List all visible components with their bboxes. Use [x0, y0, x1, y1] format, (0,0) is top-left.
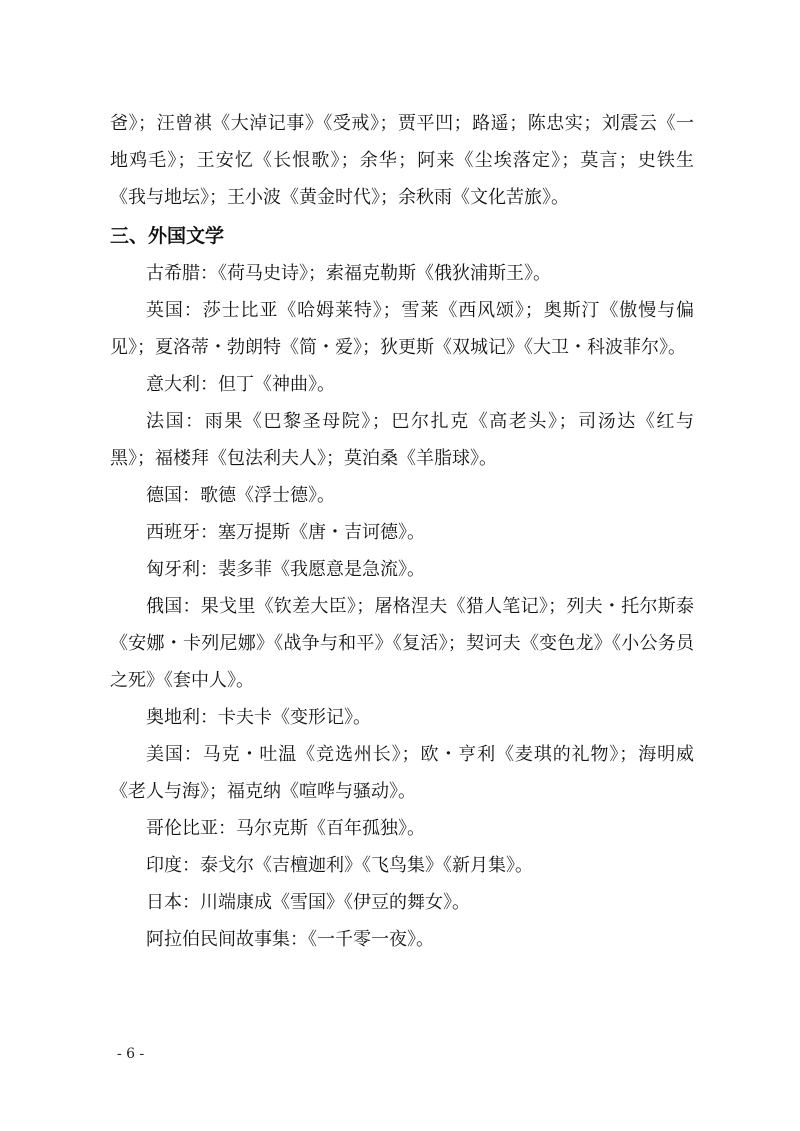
- entry-usa: 美国：马克・吐温《竞选州长》；欧・亨利《麦琪的礼物》；海明威《老人与海》；福克纳《喧哗与骚动》。: [110, 744, 694, 802]
- entry-hungary: 匈牙利：裴多菲《我愿意是急流》。: [146, 559, 425, 580]
- entry-france: 法国：雨果《巴黎圣母院》；巴尔扎克《高老头》；司汤达《红与黑》；福楼拜《包法利夫人》；莫泊桑《羊脂球》。: [110, 411, 694, 469]
- page-number: - 6 -: [117, 1046, 145, 1062]
- entry-russia: 俄国：果戈里《钦差大臣》；屠格涅夫《猎人笔记》；列夫・托尔斯泰《安娜・卡列尼娜》《战争与和平》《复活》；契诃夫《变色龙》《小公务员之死》《套中人》。: [110, 596, 694, 691]
- entry-austria: 奥地利：卡夫卡《变形记》。: [146, 707, 371, 728]
- entry-italy: 意大利：但丁《神曲》。: [146, 374, 335, 395]
- entry-britain: 英国：莎士比亚《哈姆莱特》；雪莱《西风颂》；奥斯汀《傲慢与偏见》；夏洛蒂・勃朗特《简・爱》；狄更斯《双城记》《大卫・科波菲尔》。: [110, 300, 694, 358]
- entry-india: 印度：泰戈尔《吉檀迦利》《飞鸟集》《新月集》。: [146, 855, 533, 876]
- entry-spain: 西班牙：塞万提斯《唐・吉诃德》。: [146, 522, 425, 543]
- entry-ancient-greece: 古希腊：《荷马史诗》；索福克勒斯《俄狄浦斯王》。: [146, 263, 551, 284]
- document-body: [110, 105, 694, 958]
- section-heading: 三、外国文学: [110, 225, 225, 247]
- continuation-paragraph: 爸》；汪曾祺《大淖记事》《受戒》；贾平凹；路遥；陈忠实；刘震云《一地鸡毛》；王安忆《长恨歌》；余华；阿来《尘埃落定》；莫言；史铁生《我与地坛》；王小波《黄金时代》；余秋雨《文化苦旅》。: [110, 113, 694, 208]
- entry-arabic: 阿拉伯民间故事集：《一千零一夜》。: [146, 929, 434, 950]
- entry-germany: 德国：歌德《浮士德》。: [146, 485, 335, 506]
- entry-colombia: 哥伦比亚：马尔克斯《百年孤独》。: [146, 818, 425, 839]
- entry-japan: 日本：川端康成《雪国》《伊豆的舞女》。: [146, 892, 470, 913]
